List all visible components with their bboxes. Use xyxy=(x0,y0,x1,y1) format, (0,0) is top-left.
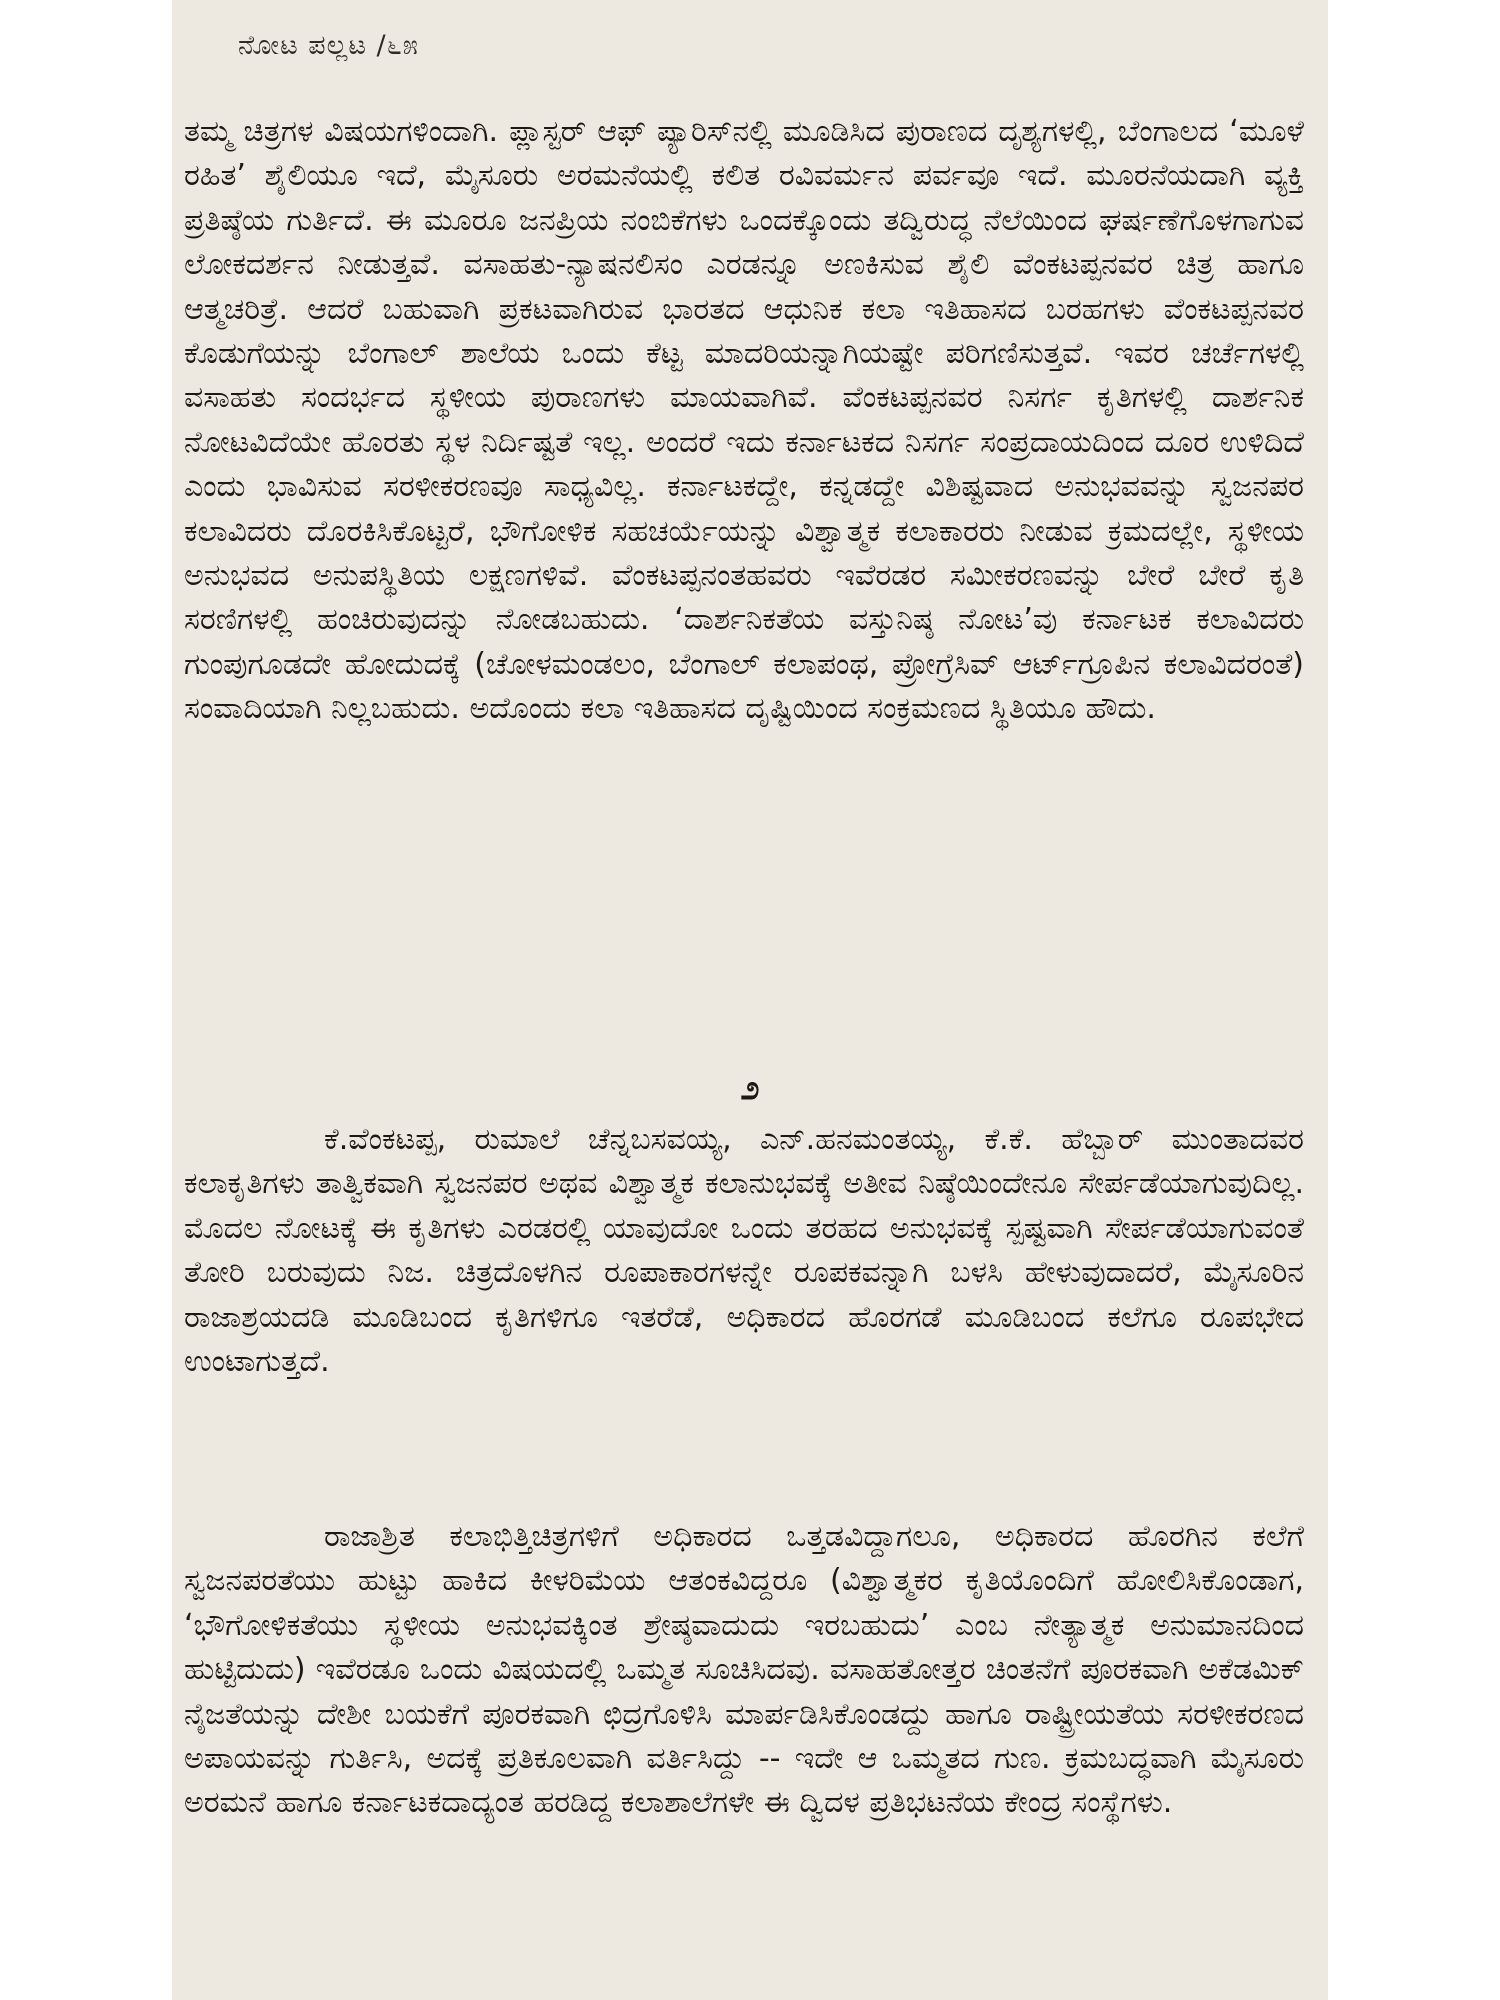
paragraph-2: ಕೆ.ವೆಂಕಟಪ್ಪ, ರುಮಾಲೆ ಚೆನ್ನಬಸವಯ್ಯ, ಎನ್.ಹನಮಂತಯ್ಯ, ಕೆ.ಕೆ. ಹೆಬ್ಬಾರ್ ಮುಂತಾದವರ ಕಲಾಕೃತಿಗಳು ತಾತ್ವಿಕವಾಗಿ ಸ್ವಜನಪರ ಅಥವ ವಿಶ್ವಾತ್ಮಕ ಕಲಾನುಭವಕ್ಕೆ ಅತೀವ ನಿಷ್ಠೆಯಿಂದೇನೂ ಸೇರ್ಪಡೆಯಾಗುವುದಿಲ್ಲ. ಮೊದಲ ನೋಟಕ್ಕೆ ಈ ಕೃತಿಗಳು ಎರಡರಲ್ಲಿ ಯಾವುದೋ ಒಂದು ತರಹದ ಅನುಭವಕ್ಕೆ ಸ್ಪಷ್ಟವಾಗಿ ಸೇರ್ಪಡೆಯಾಗುವಂತೆ ತೋರಿ ಬರುವುದು ನಿಜ. ಚಿತ್ರದೊಳಗಿನ ರೂಪಾಕಾರಗಳನ್ನೇ ರೂಪಕವನ್ನಾಗಿ ಬಳಸಿ ಹೇಳುವುದಾದರೆ, ಮೈಸೂರಿನ ರಾಜಾಶ್ರಯದಡಿ ಮೂಡಿಬಂದ ಕೃತಿಗಳಿಗೂ ಇತರೆಡೆ, ಅಧಿಕಾರದ ಹೊರಗಡೆ ಮೂಡಿಬಂದ ಕಲೆಗೂ ರೂಪಭೇದ ಉಂಟಾಗುತ್ತದೆ. xyxy=(184,1122,1304,1380)
section-number: ೨ xyxy=(740,1068,760,1108)
running-header: ನೋಟ ಪಲ್ಲಟ /೬೫ xyxy=(238,30,419,61)
paragraph-1: ತಮ್ಮ ಚಿತ್ರಗಳ ವಿಷಯಗಳಿಂದಾಗಿ. ಪ್ಲಾಸ್ಟರ್ ಆಫ್ ಪ್ಯಾರಿಸ್‌ನಲ್ಲಿ ಮೂಡಿಸಿದ ಪುರಾಣದ ದೃಶ್ಯಗಳಲ್ಲಿ, ಬೆಂಗಾಲದ ‘ಮೂಳೆ ರಹಿತ’ ಶೈಲಿಯೂ ಇದೆ, ಮೈಸೂರು ಅರಮನೆಯಲ್ಲಿ ಕಲಿತ ರವಿವರ್ಮನ ಪರ್ವವೂ ಇದೆ. ಮೂರನೆಯದಾಗಿ ವ್ಯಕ್ತಿ ಪ್ರತಿಷ್ಠೆಯ ಗುರ್ತಿದೆ. ಈ ಮೂರೂ ಜನಪ್ರಿಯ ನಂಬಿಕೆಗಳು ಒಂದಕ್ಕೊಂದು ತದ್ವಿರುದ್ಧ ನೆಲೆಯಿಂದ ಘರ್ಷಣೆಗೊಳಗಾಗುವ ಲೋಕದರ್ಶನ ನೀಡುತ್ತವೆ. ವಸಾಹತು-ನ್ಯಾಷನಲಿಸಂ ಎರಡನ್ನೂ ಅಣಕಿಸುವ ಶೈಲಿ ವೆಂಕಟಪ್ಪನವರ ಚಿತ್ರ ಹಾಗೂ ಆತ್ಮಚರಿತ್ರೆ. ಆದರೆ ಬಹುವಾಗಿ ಪ್ರಕಟವಾಗಿರುವ ಭಾರತದ ಆಧುನಿಕ ಕಲಾ ಇತಿಹಾಸದ ಬರಹಗಳು ವೆಂಕಟಪ್ಪನವರ ಕೊಡುಗೆಯನ್ನು ಬೆಂಗಾಲ್ ಶಾಲೆಯ ಒಂದು ಕೆಟ್ಟ ಮಾದರಿಯನ್ನಾಗಿಯಷ್ಟೇ ಪರಿಗಣಿಸುತ್ತವೆ. ಇವರ ಚರ್ಚೆಗಳಲ್ಲಿ ವಸಾಹತು ಸಂದರ್ಭದ ಸ್ಥಳೀಯ ಪುರಾಣಗಳು ಮಾಯವಾಗಿವೆ. ವೆಂಕಟಪ್ಪನವರ ನಿಸರ್ಗ ಕೃತಿಗಳಲ್ಲಿ ದಾರ್ಶನಿಕ ನೋಟವಿದೆಯೇ ಹೊರತು ಸ್ಥಳ ನಿರ್ದಿಷ್ಟತೆ ಇಲ್ಲ. ಅಂದರೆ ಇದು ಕರ್ನಾಟಕದ ನಿಸರ್ಗ ಸಂಪ್ರದಾಯದಿಂದ ದೂರ ಉಳಿದಿದೆ ಎಂದು ಭಾವಿಸುವ ಸರಳೀಕರಣವೂ ಸಾಧ್ಯವಿಲ್ಲ. ಕರ್ನಾಟಕದ್ದೇ, ಕನ್ನಡದ್ದೇ ವಿಶಿಷ್ಟವಾದ ಅನುಭವವನ್ನು ಸ್ವಜನಪರ ಕಲಾವಿದರು ದೊರಕಿಸಿಕೊಟ್ಟರೆ, ಭೌಗೋಳಿಕ ಸಹಚರ್ಯೆಯನ್ನು ವಿಶ್ವಾತ್ಮಕ ಕಲಾಕಾರರು ನೀಡುವ ಕ್ರಮದಲ್ಲೇ, ಸ್ಥಳೀಯ ಅನುಭವದ ಅನುಪಸ್ಥಿತಿಯ ಲಕ್ಷಣಗಳಿವೆ. ವೆಂಕಟಪ್ಪನಂತಹವರು ಇವೆರಡರ ಸಮೀಕರಣವನ್ನು ಬೇರೆ ಬೇರೆ ಕೃತಿ ಸರಣಿಗಳಲ್ಲಿ ಹಂಚಿರುವುದನ್ನು ನೋಡಬಹುದು. ‘ದಾರ್ಶನಿಕತೆಯ ವಸ್ತುನಿಷ್ಠ ನೋಟ’ವು ಕರ್ನಾಟಕ ಕಲಾವಿದರು ಗುಂಪುಗೂಡದೇ ಹೋದುದಕ್ಕೆ (ಚೋಳಮಂಡಲಂ, ಬೆಂಗಾಲ್ ಕಲಾಪಂಥ, ಪ್ರೋಗ್ರೆಸಿವ್ ಆರ್ಟ್‌ಗ್ರೂಪಿನ ಕಲಾವಿದರಂತೆ) ಸಂವಾದಿಯಾಗಿ ನಿಲ್ಲಬಹುದು. ಅದೊಂದು ಕಲಾ ಇತಿಹಾಸದ ದೃಷ್ಟಿಯಿಂದ ಸಂಕ್ರಮಣದ ಸ್ಥಿತಿಯೂ ಹೌದು. xyxy=(184,114,1304,727)
paragraph-3: ರಾಜಾಶ್ರಿತ ಕಲಾಭಿತ್ತಿಚಿತ್ರಗಳಿಗೆ ಅಧಿಕಾರದ ಒತ್ತಡವಿದ್ದಾಗಲೂ, ಅಧಿಕಾರದ ಹೊರಗಿನ ಕಲೆಗೆ ಸ್ವಜನಪರತೆಯು ಹುಟ್ಟು ಹಾಕಿದ ಕೀಳರಿಮೆಯ ಆತಂಕವಿದ್ದರೂ (ವಿಶ್ವಾತ್ಮಕರ ಕೃತಿಯೊಂದಿಗೆ ಹೋಲಿಸಿಕೊಂಡಾಗ, ‘ಭೌಗೋಳಿಕತೆಯು ಸ್ಥಳೀಯ ಅನುಭವಕ್ಕಿಂತ ಶ್ರೇಷ್ಠವಾದುದು ಇರಬಹುದು’ ಎಂಬ ನೇತ್ಯಾತ್ಮಕ ಅನುಮಾನದಿಂದ ಹುಟ್ಟಿದುದು) ಇವೆರಡೂ ಒಂದು ವಿಷಯದಲ್ಲಿ ಒಮ್ಮತ ಸೂಚಿಸಿದವು. ವಸಾಹತೋತ್ತರ ಚಿಂತನೆಗೆ ಪೂರಕವಾಗಿ ಅಕೆಡಮಿಕ್ ನೈಜತೆಯನ್ನು ದೇಶೀ ಬಯಕೆಗೆ ಪೂರಕವಾಗಿ ಛಿದ್ರಗೊಳಿಸಿ ಮಾರ್ಪಡಿಸಿಕೊಂಡದ್ದು ಹಾಗೂ ರಾಷ್ಟ್ರೀಯತೆಯ ಸರಳೀಕರಣದ ಅಪಾಯವನ್ನು ಗುರ್ತಿಸಿ, ಅದಕ್ಕೆ ಪ್ರತಿಕೂಲವಾಗಿ ವರ್ತಿಸಿದ್ದು -- ಇದೇ ಆ ಒಮ್ಮತದ ಗುಣ. ಕ್ರಮಬದ್ಧವಾಗಿ ಮೈಸೂರು ಅರಮನೆ ಹಾಗೂ ಕರ್ನಾಟಕದಾದ್ಯಂತ ಹರಡಿದ್ದ ಕಲಾಶಾಲೆಗಳೇ ಈ ದ್ವಿದಳ ಪ್ರತಿಭಟನೆಯ ಕೇಂದ್ರ ಸಂಸ್ಥೆಗಳು. xyxy=(184,1519,1304,1821)
